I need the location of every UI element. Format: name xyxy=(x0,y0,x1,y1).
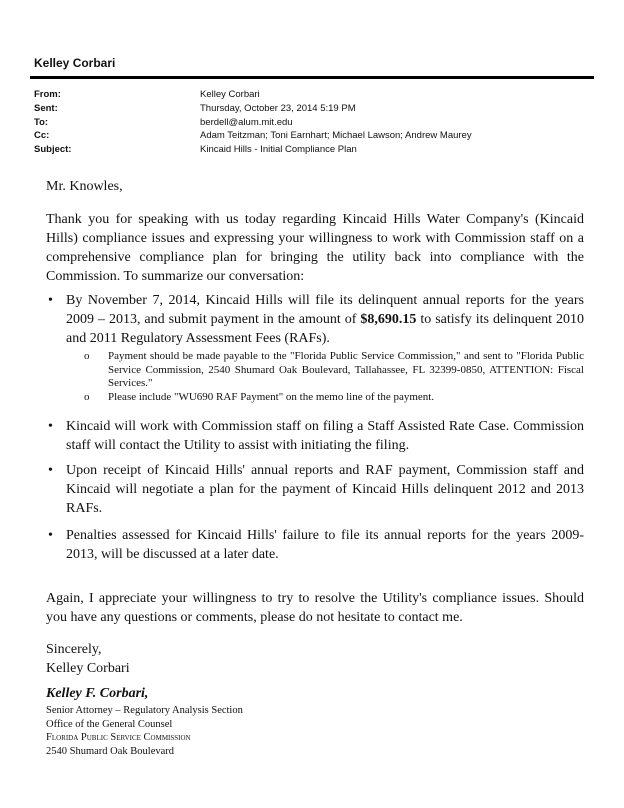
closing-word: Sincerely, xyxy=(46,642,102,657)
header-value: Thursday, October 23, 2014 5:19 PM xyxy=(200,102,356,114)
sub-item-text: Please include "WU690 RAF Payment" on the memo line of the payment. xyxy=(108,390,435,403)
closing xyxy=(46,640,584,678)
header-label: From: xyxy=(34,89,61,100)
header-value: Kincaid Hills - Initial Compliance Plan xyxy=(200,144,357,156)
header-sent xyxy=(34,102,472,116)
list-item xyxy=(46,417,584,455)
header-label: Sent: xyxy=(34,102,58,114)
signature-script: Kelley F. Corbari, xyxy=(46,686,149,701)
header-value: Adam Teitzman; Toni Earnhart; Michael Lawson; Andrew Maurey xyxy=(200,130,472,142)
list-item xyxy=(46,291,584,404)
payment-amount: $8,690.15 xyxy=(360,312,417,327)
header-divider xyxy=(30,76,594,79)
signature-block xyxy=(46,704,243,758)
signature-title: Senior Attorney – Regulatory Analysis Section xyxy=(46,705,243,716)
bullet-text: By November 7, 2014, Kincaid Hills will file its delinquent annual reports for the years 2009 – 2013, and submit payment in the amount of xyxy=(66,293,584,327)
sub-list-item xyxy=(66,350,584,391)
bullet-list-2 xyxy=(46,417,584,455)
sub-list-item xyxy=(66,391,584,405)
bullet-icon: • xyxy=(48,293,53,308)
header-label: To: xyxy=(34,116,49,128)
bullet-text: to satisfy its delinquent 2010 and 2011 Regulatory Assessment Fees (RAFs). xyxy=(66,312,585,346)
signature-office: Office of the General Counsel xyxy=(46,718,173,730)
bullet-text: Penalties assessed for Kincaid Hills' failure to file its annual reports for the years 2009-2013, will be discussed at a later date. xyxy=(66,528,584,562)
header-cc xyxy=(34,129,472,143)
sub-list xyxy=(66,350,584,404)
bullet-icon: • xyxy=(48,419,53,434)
salutation: Mr. Knowles, xyxy=(46,179,123,194)
closing-paragraph: Again, I appreciate your willingness to try to resolve the Utility's compliance issues. Should you have any questions or comments, please do not hesitate to contact me. xyxy=(46,591,584,625)
sub-item-text: Payment should be made payable to the "Florida Public Service Commission," and sent to "Florida Public Service Commission, 2540 Shumard Oak Boulevard, Tallahassee, FL 32399-0850, ATTENTION: Fiscal Services." xyxy=(108,350,584,389)
header-label: Cc: xyxy=(34,130,50,142)
header-value: Kelley Corbari xyxy=(200,89,260,100)
bullet-text: Upon receipt of Kincaid Hills' annual reports and RAF payment, Commission staff and Kincaid will negotiate a plan for the payment of Kincaid Hills delinquent 2012 and 2013 RAFs. xyxy=(66,463,584,516)
bullet-icon: • xyxy=(48,463,53,478)
list-item xyxy=(46,461,584,518)
intro-paragraph: Thank you for speaking with us today regarding Kincaid Hills Water Company's (Kincaid Hills) compliance issues and expressing your willingness to work with Commission staff on a comprehensive compliance plan for bringing the utility back into compliance with the Commission. To summarize our conversation: xyxy=(46,212,584,284)
circle-bullet-icon: o xyxy=(84,390,90,403)
bullet-list-3 xyxy=(46,461,584,518)
circle-bullet-icon: o xyxy=(84,350,90,362)
bullet-text: Kincaid will work with Commission staff on filing a Staff Assisted Rate Case. Commission staff will contact the Utility to assist with initiating the filing. xyxy=(66,419,584,453)
header-from xyxy=(34,88,472,102)
email-sender-name: Kelley Corbari xyxy=(34,56,116,70)
header-subject xyxy=(34,143,472,157)
list-item xyxy=(46,526,584,564)
header-label: Subject: xyxy=(34,144,72,156)
bullet-icon: • xyxy=(48,528,53,543)
closing-name: Kelley Corbari xyxy=(46,661,130,676)
bullet-list-1 xyxy=(46,291,584,404)
bullet-list-4 xyxy=(46,526,584,564)
signature-address: 2540 Shumard Oak Boulevard xyxy=(46,745,175,757)
signature-organization: Florida Public Service Commission xyxy=(46,732,191,744)
header-to xyxy=(34,116,472,130)
email-headers xyxy=(34,88,472,157)
header-value: berdell@alum.mit.edu xyxy=(200,116,293,128)
